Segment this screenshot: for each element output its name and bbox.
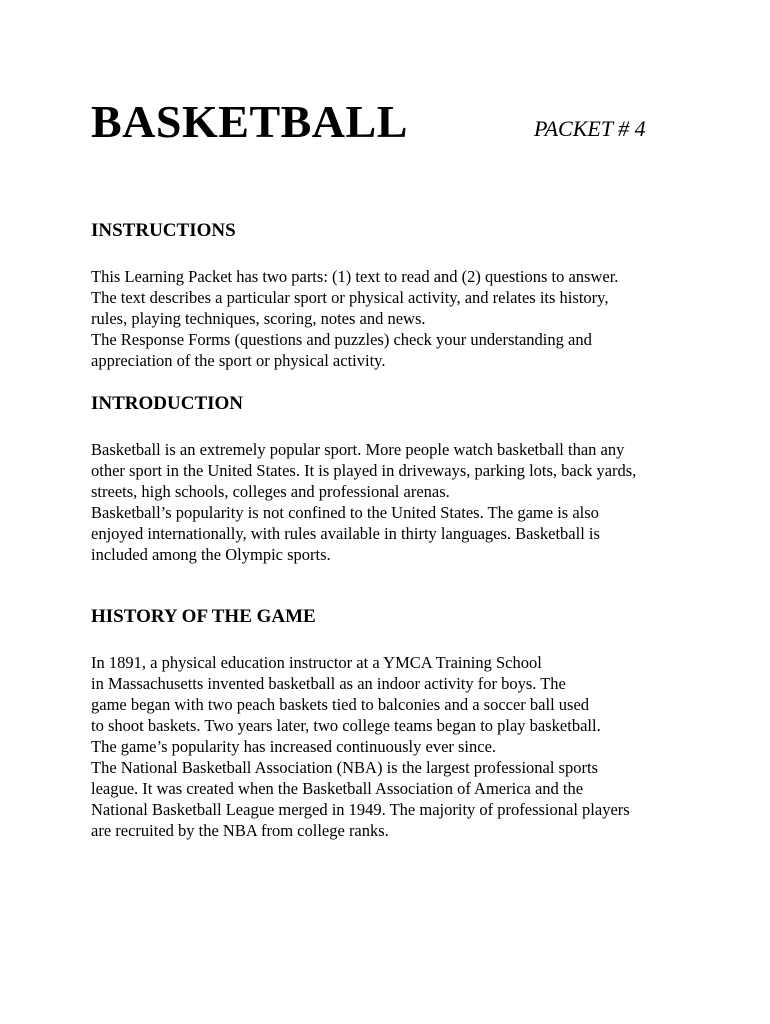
introduction-paragraph <box>91 439 691 565</box>
paragraph-line: appreciation of the sport or physical activity. <box>91 351 386 370</box>
paragraph-line: The National Basketball Association (NBA) is the largest professional sports <box>91 758 598 777</box>
paragraph-line: game began with two peach baskets tied to balconies and a soccer ball used <box>91 695 590 714</box>
paragraph-line: The text describes a particular sport or physical activity, and relates its history, <box>91 288 609 307</box>
paragraph-line: Basketball is an extremely popular sport. More people watch basketball than any <box>91 440 625 459</box>
packet-number: PACKET # 4 <box>534 116 646 141</box>
paragraph-line: rules, playing techniques, scoring, notes and news. <box>91 309 426 328</box>
paragraph-line: The Response Forms (questions and puzzles) check your understanding and <box>91 330 592 349</box>
paragraph-line: in Massachusetts invented basketball as an indoor activity for boys. The <box>91 674 566 693</box>
paragraph-line: streets, high schools, colleges and professional arenas. <box>91 482 450 501</box>
paragraph-line: other sport in the United States. It is played in driveways, parking lots, back yards, <box>91 461 637 480</box>
section-heading-instructions: INSTRUCTIONS <box>91 220 236 241</box>
section-heading-introduction: INTRODUCTION <box>91 393 244 414</box>
paragraph-line: The game’s popularity has increased continuously ever since. <box>91 737 497 756</box>
paragraph-line: are recruited by the NBA from college ranks. <box>91 821 389 840</box>
paragraph-line: In 1891, a physical education instructor at a YMCA Training School <box>91 653 542 672</box>
paragraph-line: to shoot baskets. Two years later, two college teams began to play basketball. <box>91 716 601 735</box>
history-paragraph <box>91 652 691 841</box>
paragraph-line: Basketball’s popularity is not confined to the United States. The game is also <box>91 503 599 522</box>
section-heading-history: HISTORY OF THE GAME <box>91 606 316 627</box>
paragraph-line: enjoyed internationally, with rules available in thirty languages. Basketball is <box>91 524 600 543</box>
paragraph-line: This Learning Packet has two parts: (1) text to read and (2) questions to answer. <box>91 267 619 286</box>
instructions-paragraph <box>91 266 691 371</box>
document-title: BASKETBALL <box>91 96 408 147</box>
paragraph-line: league. It was created when the Basketball Association of America and the <box>91 779 584 798</box>
paragraph-line: National Basketball League merged in 1949. The majority of professional players <box>91 800 630 819</box>
paragraph-line: included among the Olympic sports. <box>91 545 331 564</box>
